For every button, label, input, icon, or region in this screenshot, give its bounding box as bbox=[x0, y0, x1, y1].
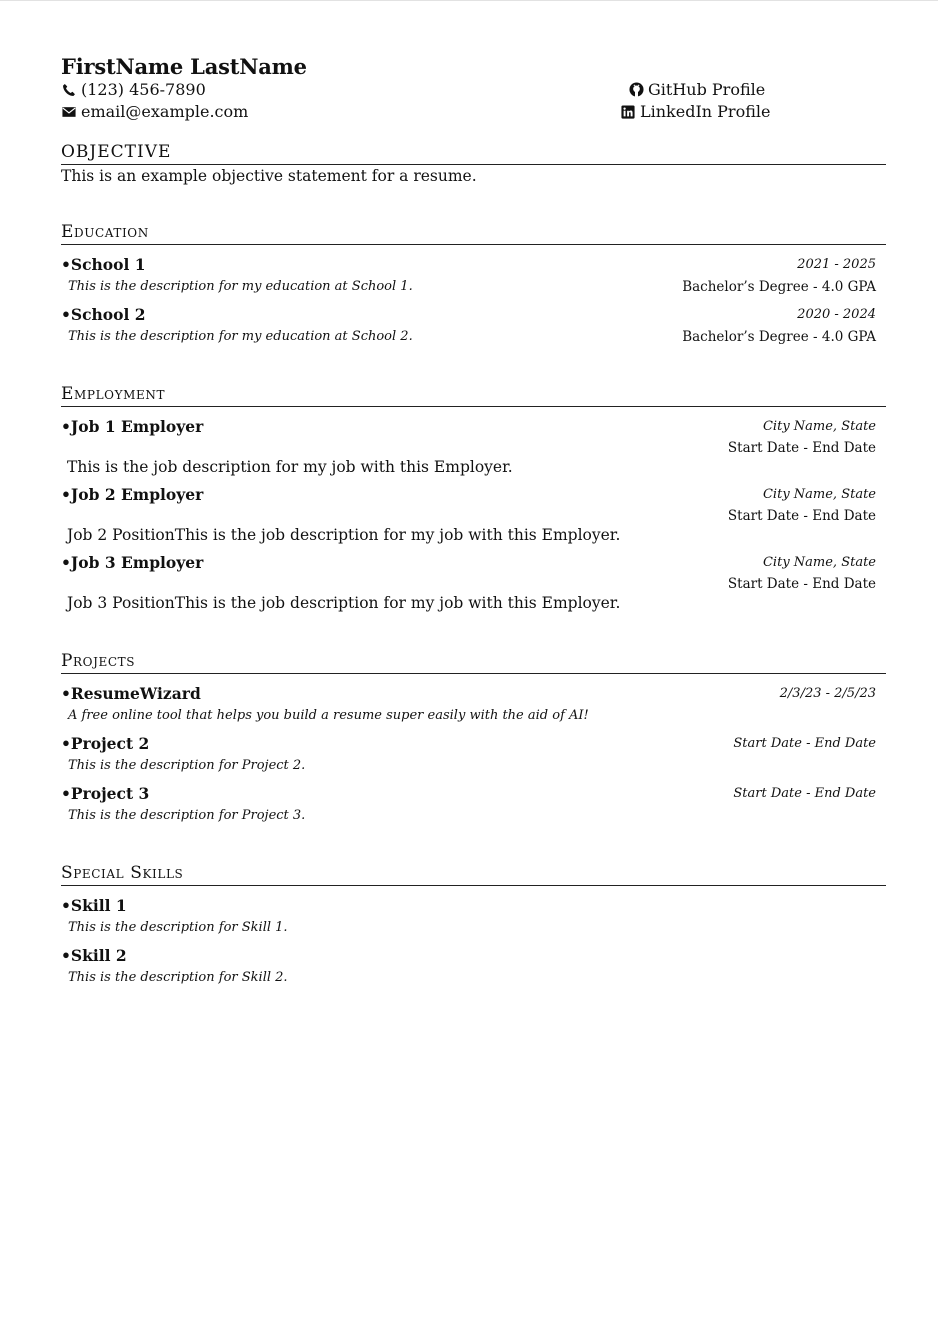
phone-icon bbox=[61, 82, 77, 98]
education-entry bbox=[61, 305, 876, 355]
school-dates: 2020 - 2024 bbox=[797, 307, 876, 322]
job-entry bbox=[61, 485, 876, 553]
github-icon bbox=[628, 82, 644, 98]
skill-description: This is the description for Skill 1. bbox=[68, 920, 288, 935]
resume-page bbox=[61, 52, 886, 985]
education-entry bbox=[61, 255, 876, 305]
job-description: Job 3 PositionThis is the job description for my job with this Employer. bbox=[67, 594, 621, 612]
project-dates: Start Date - End Date bbox=[733, 736, 876, 751]
objective-heading: OBJECTIVE bbox=[61, 141, 886, 165]
resume-header bbox=[61, 52, 886, 127]
skill-entry bbox=[61, 896, 876, 946]
project-description: This is the description for Project 3. bbox=[68, 808, 306, 823]
job-employer: •Job 1 Employer bbox=[61, 417, 204, 436]
page-top-border bbox=[0, 0, 938, 1]
education-heading: Education bbox=[61, 221, 886, 245]
envelope-icon bbox=[61, 104, 77, 120]
project-name: •Project 2 bbox=[61, 734, 150, 753]
email-contact[interactable] bbox=[61, 102, 248, 121]
project-dates: Start Date - End Date bbox=[733, 786, 876, 801]
github-link[interactable] bbox=[628, 80, 765, 99]
job-dates: Start Date - End Date bbox=[727, 508, 876, 524]
school-dates: 2021 - 2025 bbox=[797, 257, 876, 272]
school-description: This is the description for my education at School 2. bbox=[68, 329, 413, 344]
school-name: •School 2 bbox=[61, 305, 146, 324]
job-description: Job 2 PositionThis is the job description for my job with this Employer. bbox=[67, 526, 621, 544]
job-employer: •Job 3 Employer bbox=[61, 553, 204, 572]
project-description: A free online tool that helps you build a resume super easily with the aid of AI! bbox=[68, 708, 589, 723]
job-dates: Start Date - End Date bbox=[727, 440, 876, 456]
skill-name: •Skill 2 bbox=[61, 946, 127, 965]
job-dates: Start Date - End Date bbox=[727, 576, 876, 592]
linkedin-link[interactable] bbox=[620, 102, 770, 121]
github-label: GitHub Profile bbox=[648, 80, 766, 99]
project-entry bbox=[61, 784, 876, 834]
school-degree: Bachelor’s Degree - 4.0 GPA bbox=[682, 279, 876, 295]
project-name: •Project 3 bbox=[61, 784, 150, 803]
school-description: This is the description for my education at School 1. bbox=[68, 279, 413, 294]
job-location: City Name, State bbox=[762, 487, 876, 502]
project-entry bbox=[61, 734, 876, 784]
phone-number: (123) 456-7890 bbox=[81, 80, 206, 99]
linkedin-icon bbox=[620, 104, 636, 120]
education-section bbox=[61, 221, 886, 345]
job-entry bbox=[61, 553, 876, 621]
skill-entry bbox=[61, 946, 876, 996]
skills-section bbox=[61, 862, 886, 986]
project-description: This is the description for Project 2. bbox=[68, 758, 306, 773]
email-address: email@example.com bbox=[81, 102, 249, 121]
job-entry bbox=[61, 417, 876, 485]
school-degree: Bachelor’s Degree - 4.0 GPA bbox=[682, 329, 876, 345]
objective-text: This is an example objective statement for a resume. bbox=[61, 167, 477, 185]
job-location: City Name, State bbox=[762, 419, 876, 434]
job-description: This is the job description for my job with this Employer. bbox=[67, 458, 513, 476]
phone-contact[interactable] bbox=[61, 80, 206, 99]
project-dates: 2/3/23 - 2/5/23 bbox=[779, 686, 876, 701]
skill-description: This is the description for Skill 2. bbox=[68, 970, 288, 985]
objective-section bbox=[61, 141, 886, 185]
projects-heading: Projects bbox=[61, 650, 886, 674]
job-location: City Name, State bbox=[762, 555, 876, 570]
project-name: •ResumeWizard bbox=[61, 684, 201, 703]
employment-section bbox=[61, 383, 886, 611]
school-name: •School 1 bbox=[61, 255, 146, 274]
projects-section bbox=[61, 650, 886, 824]
linkedin-label: LinkedIn Profile bbox=[640, 102, 771, 121]
job-employer: •Job 2 Employer bbox=[61, 485, 204, 504]
full-name: FirstName LastName bbox=[61, 54, 307, 79]
employment-heading: Employment bbox=[61, 383, 886, 407]
project-entry bbox=[61, 684, 876, 734]
skills-heading: Special Skills bbox=[61, 862, 886, 886]
skill-name: •Skill 1 bbox=[61, 896, 127, 915]
